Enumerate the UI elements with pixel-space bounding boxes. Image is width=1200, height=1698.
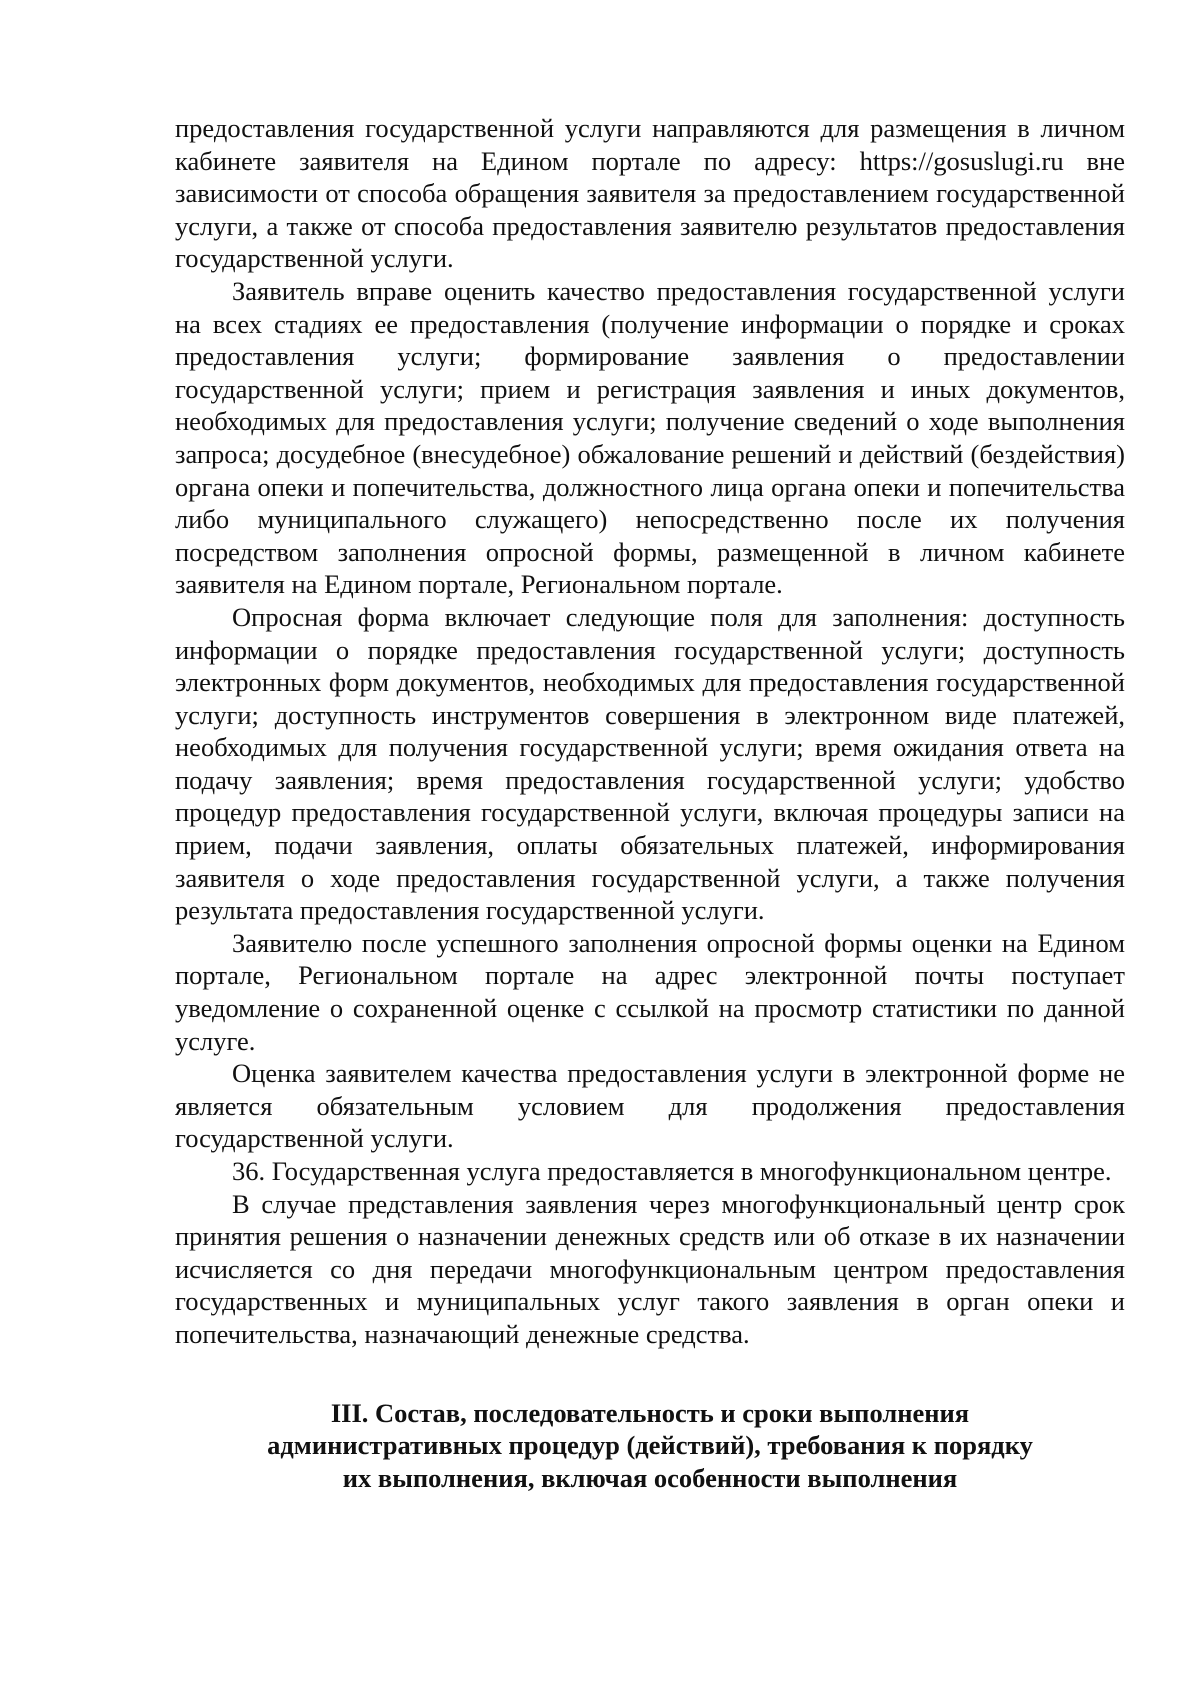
paragraph-item-36: 36. Государственная услуга предоставляется в многофункциональном центре. <box>232 1156 1112 1186</box>
section-heading <box>175 1397 1125 1495</box>
paragraph-notification: Заявителю после успешного заполнения опросной формы оценки на Едином портале, Региональном портале на адрес электронной почты поступает уведомление о сохраненной оценке с ссылкой на просмотр статистики по данной услуге. <box>175 927 1125 1056</box>
paragraph-continuation: предоставления государственной услуги направляются для размещения в личном кабинете заявителя на Едином портале по адресу: https://gosuslugi.ru вне зависимости от способа обращения заявителя за предоставлением государственной услуги, а также от способа предоставления заявителю результатов предоставления государственной услуги. <box>175 113 1125 274</box>
paragraph-assessment-optional: Оценка заявителем качества предоставления услуги в электронной форме не является обязательным условием для продолжения предоставления государственной услуги. <box>175 1058 1125 1154</box>
section-heading-line-3: их выполнения, включая особенности выполнения <box>342 1462 958 1493</box>
document-page <box>175 112 1125 1494</box>
paragraph-mfc-deadline: В случае представления заявления через многофункциональный центр срок принятия решения о назначении денежных средств или об отказе в их назначении исчисляется со дня передачи многофункциональным центром предоставления государственных и муниципальных услуг такого заявления в орган опеки и попечительства, назначающий денежные средства. <box>175 1188 1125 1349</box>
section-heading-line-1: III. Состав, последовательность и сроки выполнения <box>330 1397 970 1428</box>
paragraph-survey-form-fields: Опросная форма включает следующие поля для заполнения: доступность информации о порядке предоставления государственной услуги; доступность электронных форм документов, необходимых для предоставления государственной услуги; доступность инструментов совершения в электронном виде платежей, необходимых для получения государственной услуги; время ожидания ответа на подачу заявления; время предоставления государственной услуги; удобство процедур предоставления государственной услуги, включая процедуры записи на прием, подачи заявления, оплаты обязательных платежей, информирования заявителя о ходе предоставления государственной услуги, а также получения результата предоставления государственной услуги. <box>175 601 1125 926</box>
section-heading-line-2: административных процедур (действий), требования к порядку <box>267 1430 1033 1461</box>
paragraph-quality-assessment: Заявитель вправе оценить качество предоставления государственной услуги на всех стадиях ее предоставления (получение информации о порядке и сроках предоставления услуги; формирование заявления о предоставлении государственной услуги; прием и регистрация заявления и иных документов, необходимых для предоставления услуги; получение сведений о ходе выполнения запроса; досудебное (внесудебное) обжалование решений и действий (бездействия) органа опеки и попечительства, должностного лица органа опеки и попечительства либо муниципального служащего) непосредственно после их получения посредством заполнения опросной формы, размещенной в личном кабинете заявителя на Едином портале, Региональном портале. <box>175 275 1125 600</box>
